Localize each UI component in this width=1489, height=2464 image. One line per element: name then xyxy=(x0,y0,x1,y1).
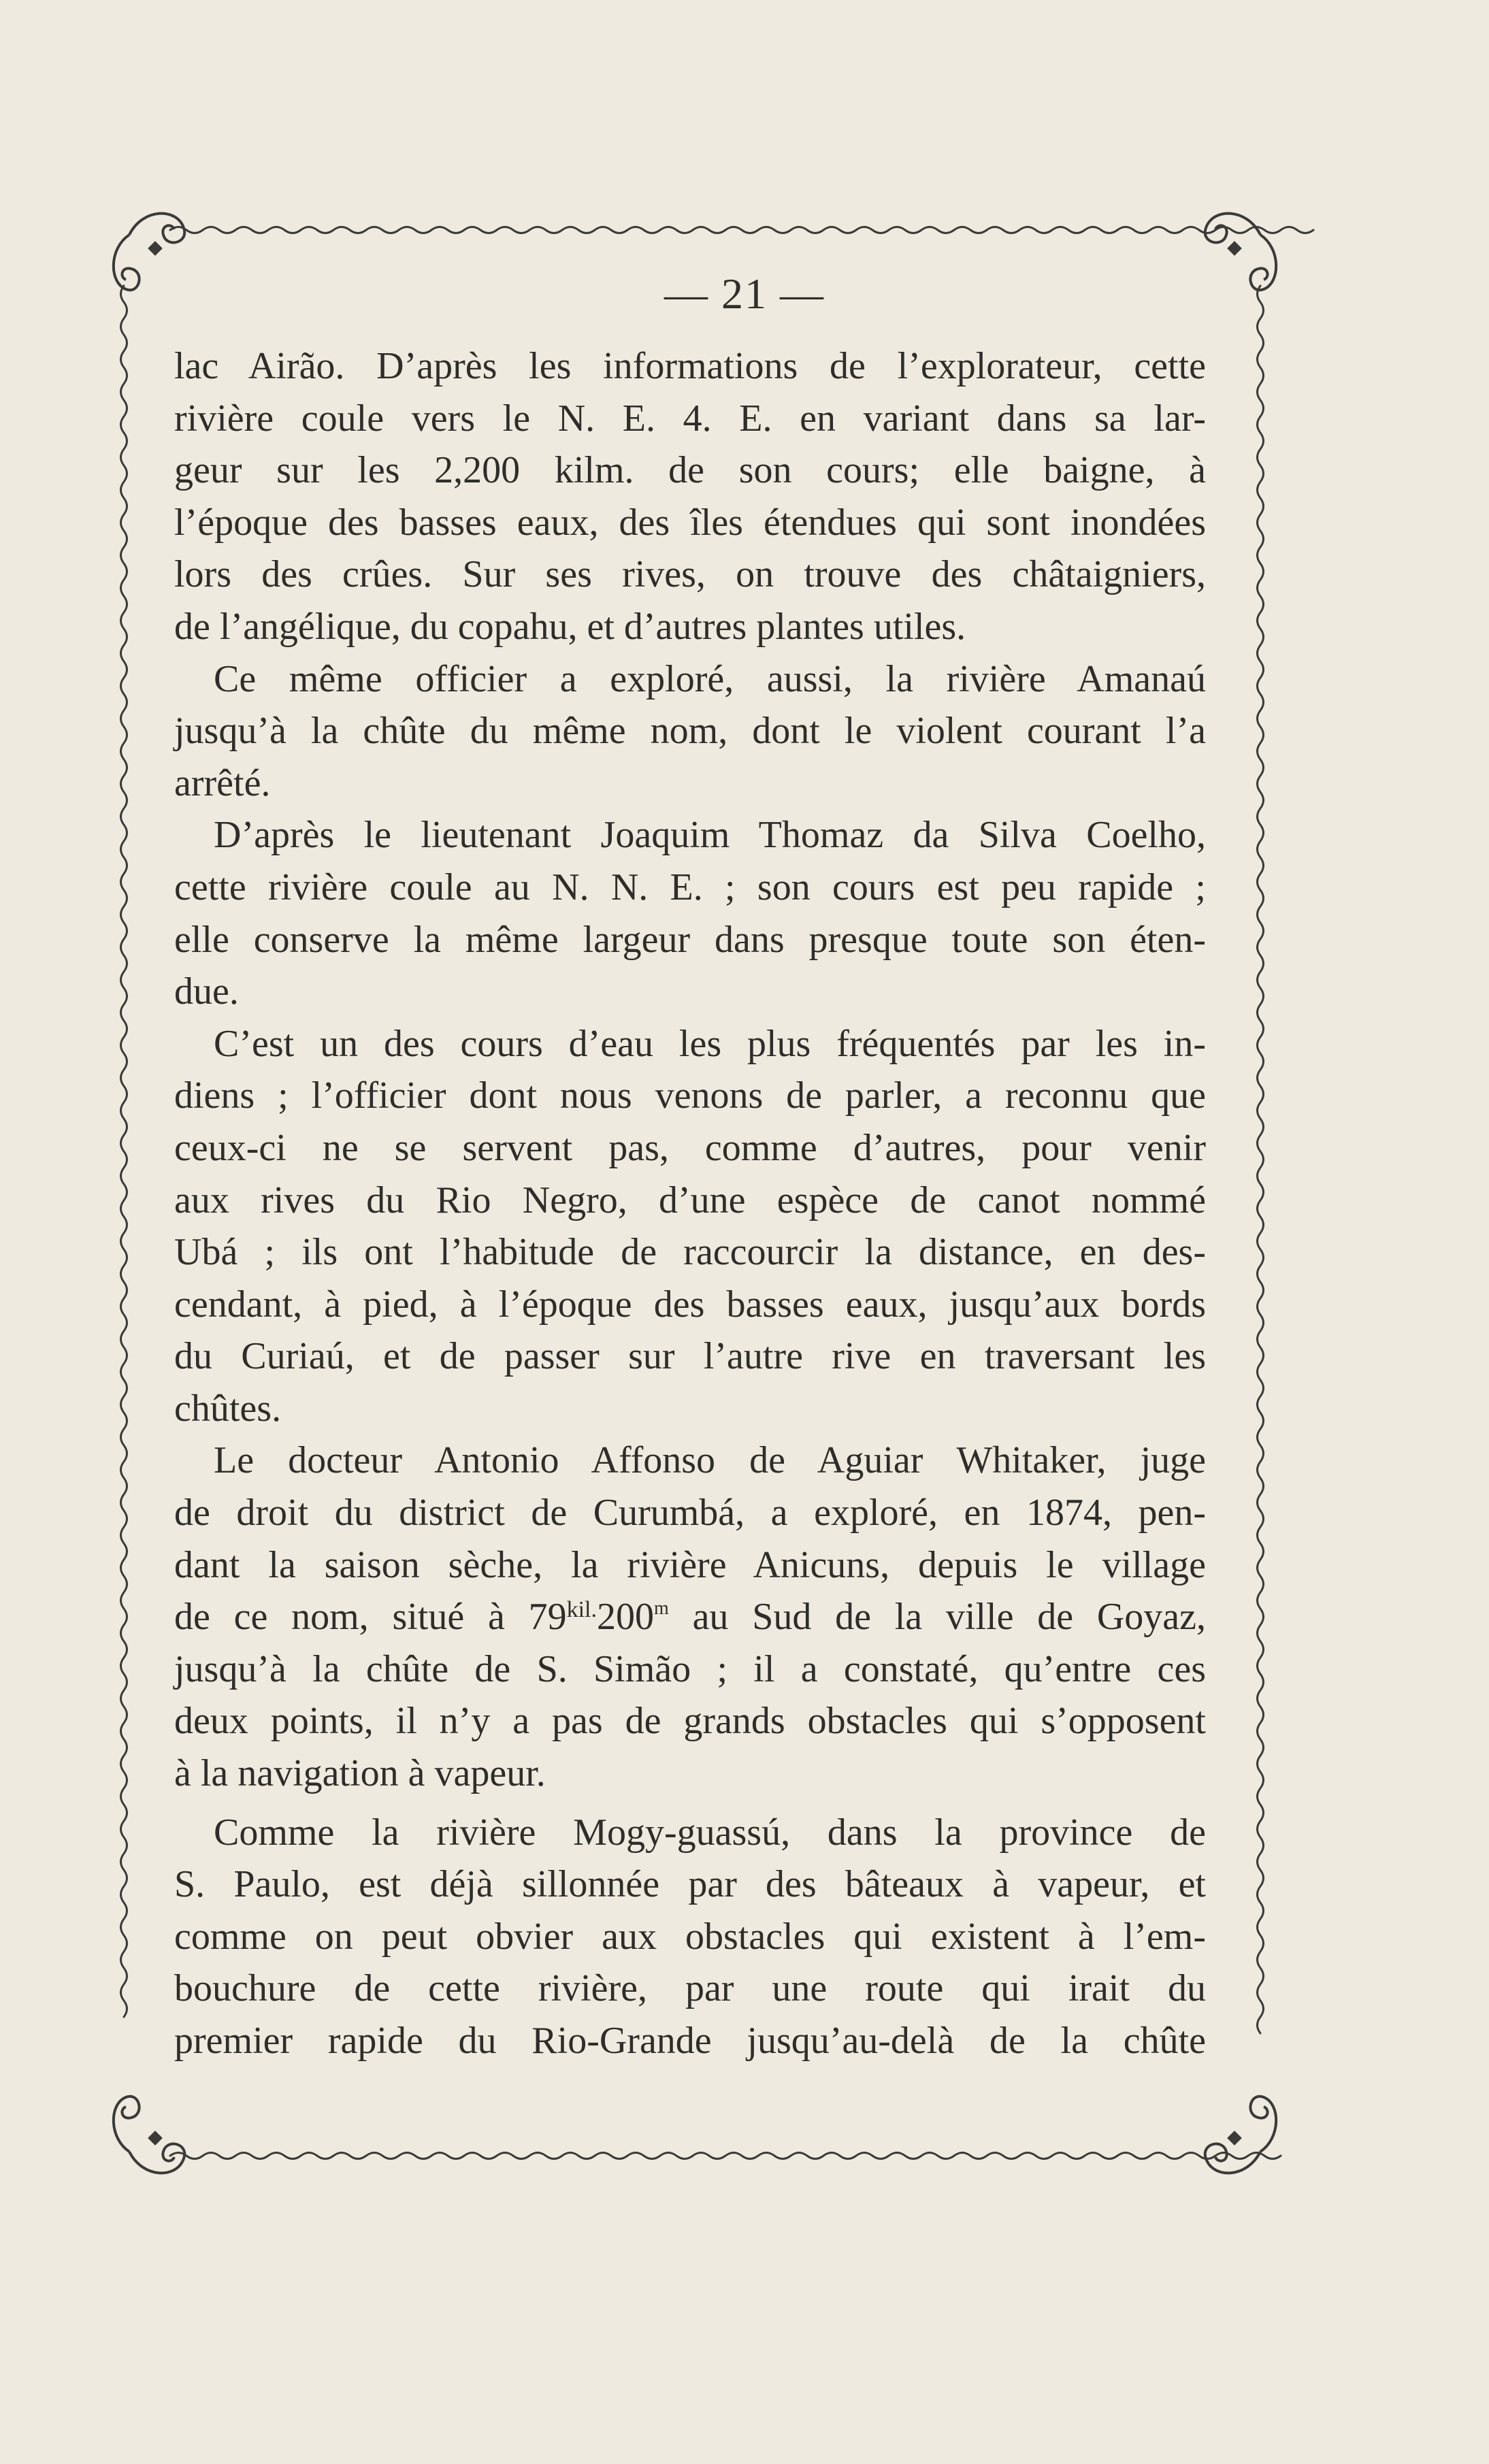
body-text xyxy=(174,340,1206,2067)
paragraph-spacing xyxy=(174,1800,1206,1807)
text-line: deux points, il n’y a pas de grands obstacles qui s’opposent xyxy=(174,1700,1206,1743)
text-line: S. Paulo, est déjà sillonnée par des bâteaux à vapeur, et xyxy=(174,1863,1206,1906)
distance-suffix: au Sud de la ville de Goyaz, xyxy=(668,1596,1207,1639)
text-line: bouchure de cette rivière, par une route qui irait du xyxy=(174,1967,1206,2010)
text-line: du Curiaú, et de passer sur l’autre rive en traversant les xyxy=(174,1335,1206,1378)
left-border-rule xyxy=(121,286,127,2017)
text-line: à la navigation à vapeur. xyxy=(174,1752,546,1795)
paragraph xyxy=(174,1434,1206,1799)
text-line: premier rapide du Rio-Grande jusqu’au-delà de la chûte xyxy=(174,2020,1206,2062)
distance-meters: 200 xyxy=(597,1596,655,1639)
text-line: jusqu’à la chûte de S. Simão ; il a constaté, qu’entre ces xyxy=(174,1647,1206,1690)
paragraph xyxy=(174,1018,1206,1435)
text-line: Le docteur Antonio Affonso de Aguiar Whitaker, juge xyxy=(214,1439,1206,1482)
text-line: rivière coule vers le N. E. 4. E. en variant dans sa lar- xyxy=(174,397,1206,440)
text-line: diens ; l’officier dont nous venons de parler, a reconnu que xyxy=(174,1074,1206,1117)
paragraph xyxy=(174,1807,1206,2067)
text-line: chûtes. xyxy=(174,1387,282,1430)
text-line: D’après le lieutenant Joaquim Thomaz da Silva Coelho, xyxy=(214,814,1206,857)
text-line: C’est un des cours d’eau les plus fréquentés par les in- xyxy=(214,1022,1206,1065)
text-line-with-distance xyxy=(174,1591,1206,1643)
text-line: Ce même officier a exploré, aussi, la rivière Amanaú xyxy=(214,657,1206,700)
text-line: due. xyxy=(174,970,239,1013)
text-line: lors des crûes. Sur ses rives, on trouve des châtaigniers, xyxy=(174,553,1206,596)
corner-ornament-icon xyxy=(114,2097,184,2173)
text-line: lac Airão. D’après les informations de l’explorateur, cette xyxy=(174,345,1206,387)
unit-kil: kil. xyxy=(566,1597,598,1623)
text-line: arrêté. xyxy=(174,761,271,804)
right-border-rule xyxy=(1258,286,1264,2033)
text-line: geur sur les 2,200 kilm. de son cours; elle baigne, à xyxy=(174,449,1206,492)
text-line: jusqu’à la chûte du même nom, dont le violent courant l’a xyxy=(174,710,1206,753)
text-line: cendant, à pied, à l’époque des basses eaux, jusqu’aux bords xyxy=(174,1283,1206,1326)
text-line: ceux-ci ne se servent pas, comme d’autres, pour venir xyxy=(174,1126,1206,1169)
text-line: de droit du district de Curumbá, a exploré, en 1874, pen- xyxy=(174,1492,1206,1534)
top-border-rule xyxy=(170,227,1313,233)
corner-ornament-icon xyxy=(1205,2097,1276,2173)
text-line: cette rivière coule au N. N. E. ; son cours est peu rapide ; xyxy=(174,866,1206,908)
unit-m: m xyxy=(654,1598,669,1620)
paragraph xyxy=(174,340,1206,653)
page-number: — 21 — xyxy=(664,269,825,318)
text-line: dant la saison sèche, la rivière Anicuns, depuis le village xyxy=(174,1543,1206,1586)
text-line: elle conserve la même largeur dans presque toute son éten- xyxy=(174,918,1206,961)
paragraph xyxy=(174,653,1206,810)
text-line: de l’angélique, du copahu, et d’autres plantes utiles. xyxy=(174,605,966,648)
text-line: Ubá ; ils ont l’habitude de raccourcir la distance, en des- xyxy=(174,1231,1206,1274)
distance-prefix: de ce nom, situé à 79 xyxy=(174,1596,567,1639)
paragraph xyxy=(174,809,1206,1017)
text-line: l’époque des basses eaux, des îles étendues qui sont inondées xyxy=(174,501,1206,544)
bottom-border-rule xyxy=(170,2153,1281,2159)
text-line: Comme la rivière Mogy-guassú, dans la province de xyxy=(214,1811,1206,1854)
text-line: aux rives du Rio Negro, d’une espèce de canot nommé xyxy=(174,1179,1206,1221)
text-line: comme on peut obvier aux obstacles qui existent à l’em- xyxy=(174,1915,1206,1958)
